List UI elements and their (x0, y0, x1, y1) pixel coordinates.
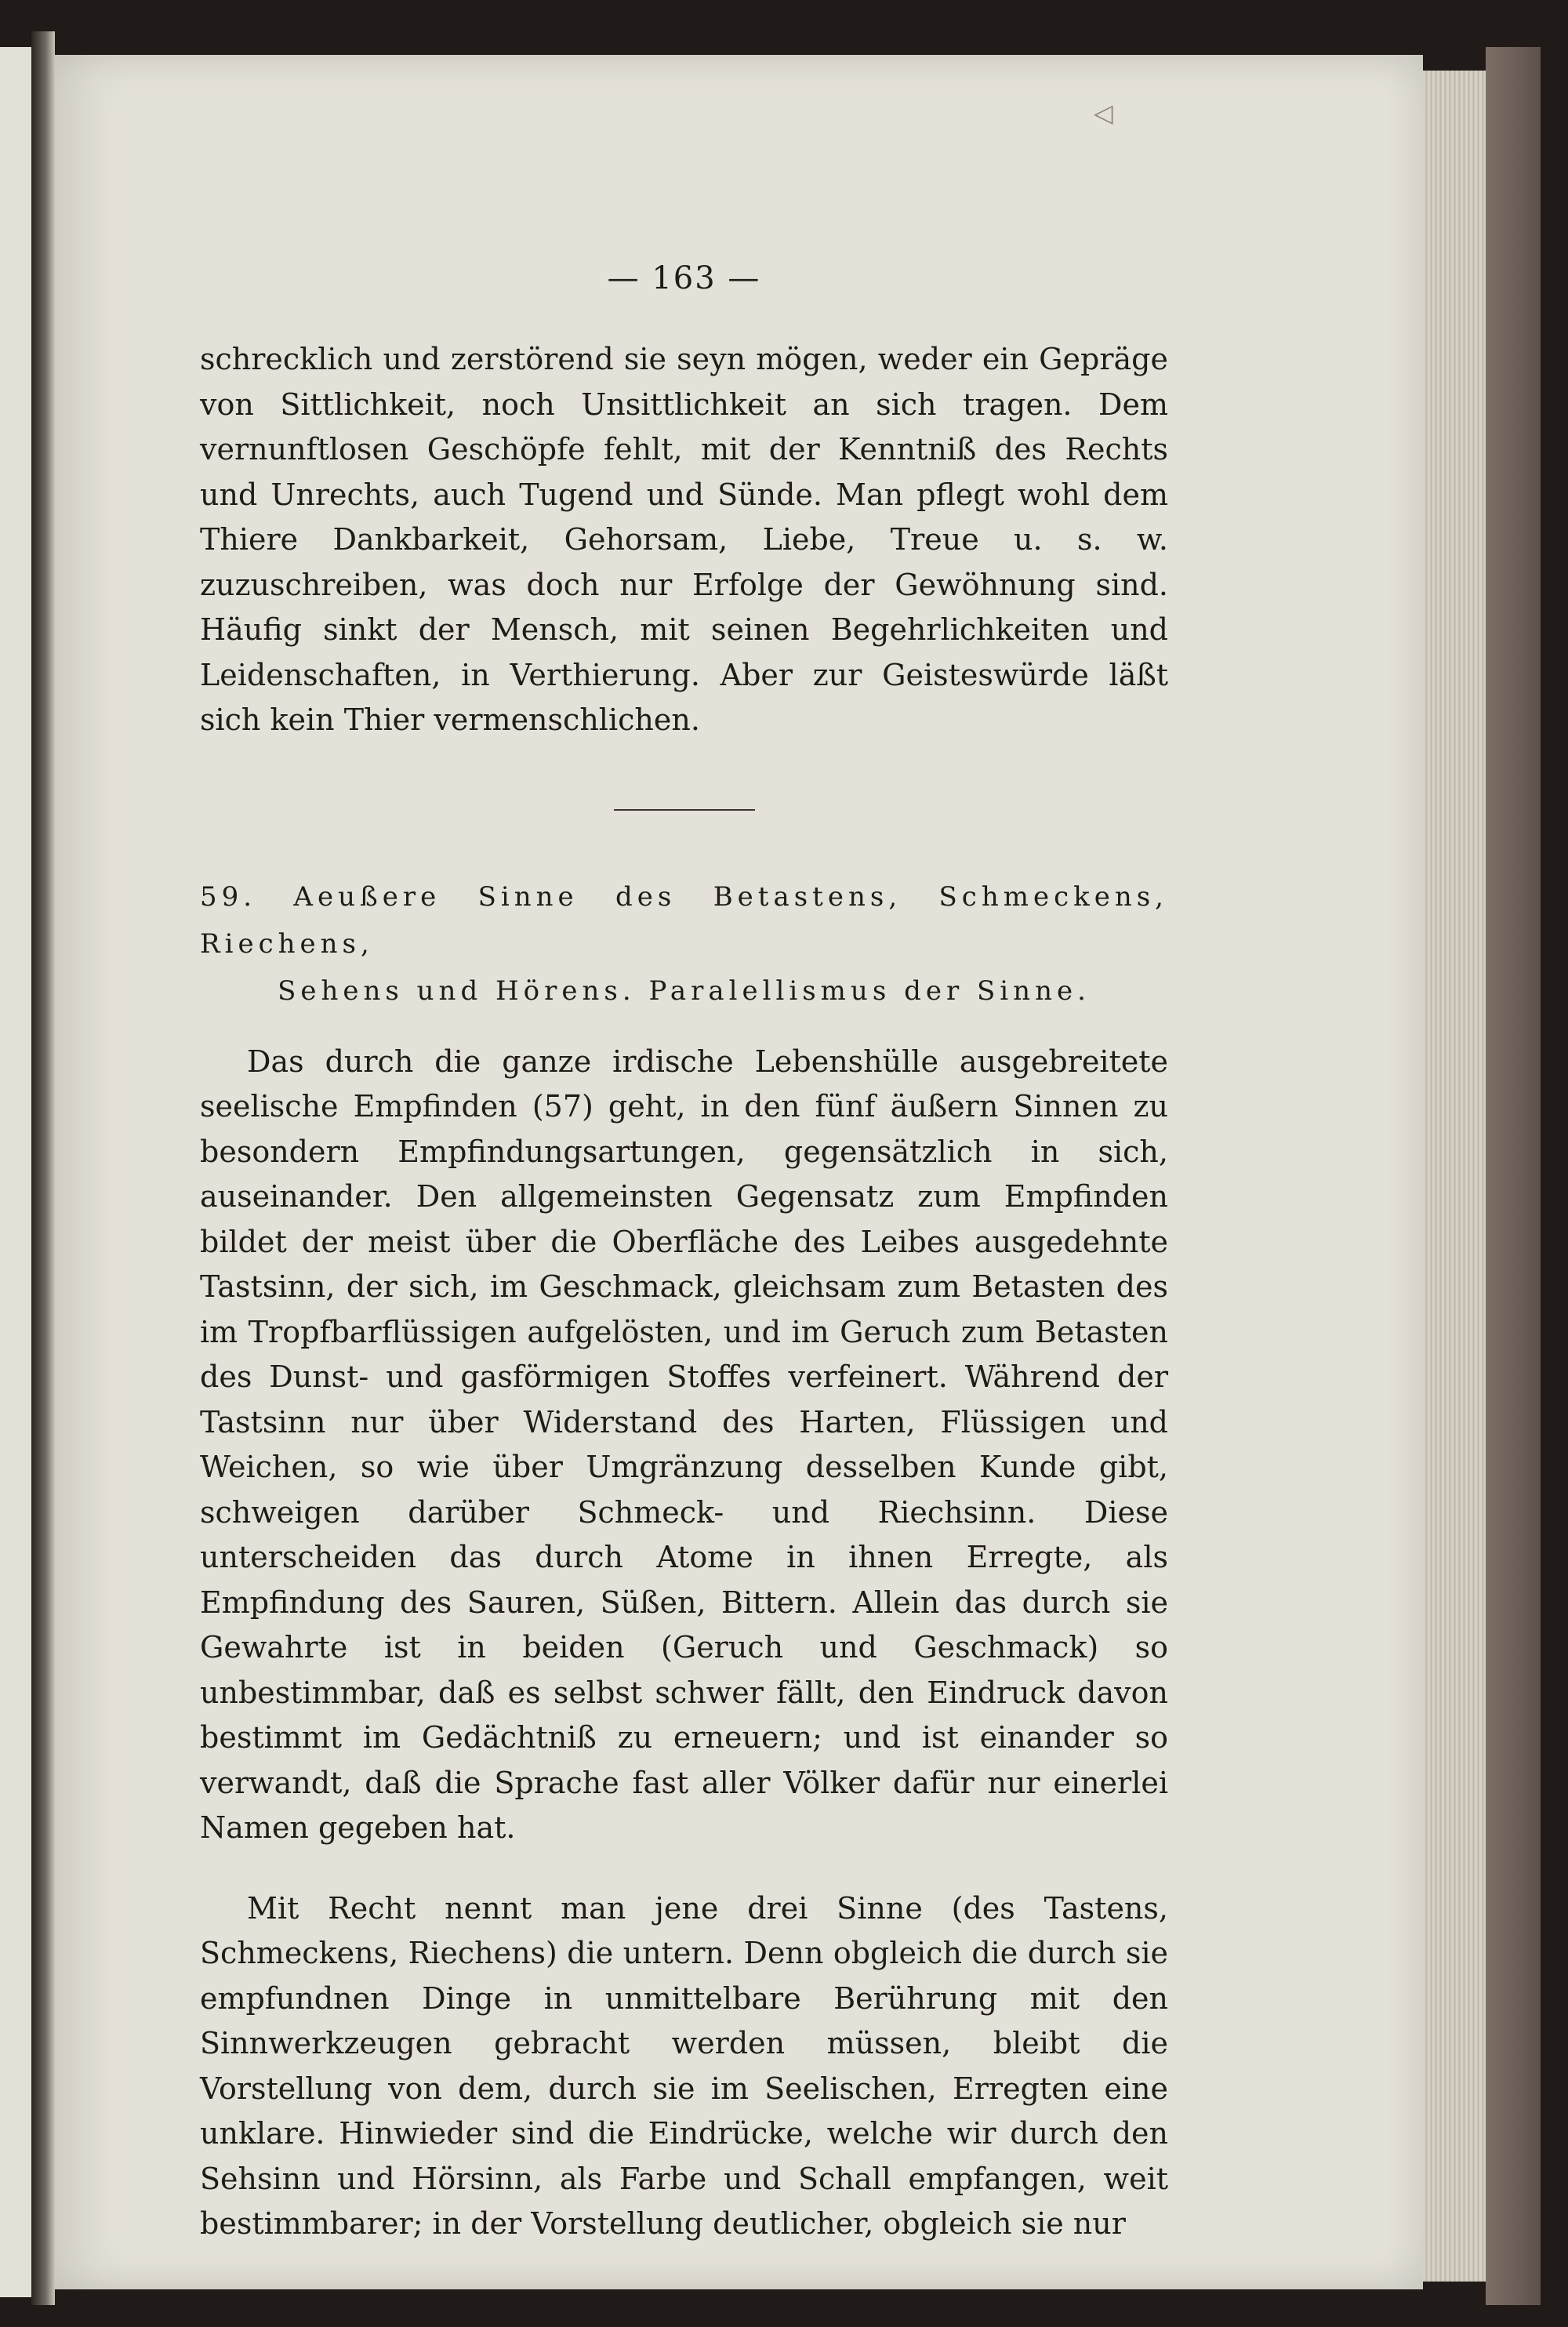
section-divider (614, 809, 755, 811)
page-block-edges (1423, 71, 1486, 2282)
book-gutter (31, 31, 55, 2305)
section-heading-line-1: 59. Aeußere Sinne des Betastens, Schmeckens, Riechens, (200, 880, 1168, 960)
page-text-block (200, 259, 1168, 2247)
page-number: — 163 — (607, 260, 761, 296)
paragraph-continuation: schrecklich und zerstörend sie seyn mögen, weder ein Gepräge von Sittlichkeit, noch Unsittlichkeit an sich tragen. Dem vernunftlosen Geschöpfe fehlt, mit der Kenntniß des Rechts und Unrechts, auch Tugend und Sünde. Man pflegt wohl dem Thiere Dankbarkeit, Gehorsam, Liebe, Treue u. s. w. zuzuschreiben, was doch nur Erfolge der Gewöhnung sind. Häufig sinkt der Mensch, mit seinen Begehrlichkeiten und Leidenschaften, in Verthierung. Aber zur Geisteswürde läßt sich kein Thier vermenschlichen. (200, 342, 1168, 737)
paragraph-lower-senses: Mit Recht nennt man jene drei Sinne (des Tastens, Schmeckens, Riechens) die untern. Denn obgleich die durch sie empfundnen Dinge in unmittelbare Berührung mit den Sinnwerkzeugen gebracht werden müssen, bleibt die Vorstellung von dem, durch sie im Seelischen, Erregten eine unklare. Hinwieder sind die Eindrücke, welche wir durch den Sehsinn und Hörsinn, als Farbe und Schall empfangen, weit bestimmbarer; in der Vorstellung deutlicher, obgleich sie nur (200, 1890, 1168, 2241)
paragraph-spacer (200, 1851, 1168, 1886)
pencil-mark: ◁ (1094, 98, 1113, 128)
facing-page-edge (0, 47, 31, 2297)
section-heading (200, 873, 1168, 1015)
book-cover-edge (1486, 47, 1541, 2305)
paragraph-senses-overview: Das durch die ganze irdische Lebenshülle ausgebreitete seelische Empfinden (57) geht, in den fünf äußern Sinnen zu besondern Empfindungsartungen, gegensätzlich in sich, auseinander. Den allgemeinsten Gegensatz zum Empfinden bildet der meist über die Oberfläche des Leibes ausgedehnte Tastsinn, der sich, im Geschmack, gleichsam zum Betasten des im Tropfbarflüssigen aufgelösten, und im Geruch zum Betasten des Dunst- und gasförmigen Stoffes verfeinert. Während der Tastsinn nur über Widerstand des Harten, Flüssigen und Weichen, so wie über Umgränzung desselben Kunde gibt, schweigen darüber Schmeck- und Riechsinn. Diese unterscheiden das durch Atome in ihnen Erregte, als Empfindung des Sauren, Süßen, Bittern. Allein das durch sie Gewahrte ist in beiden (Geruch und Geschmack) so unbestimmbar, daß es selbst schwer fällt, den Eindruck davon bestimmt im Gedächtniß zu erneuern; und ist einander so verwandt, daß die Sprache fast aller Völker dafür nur einerlei Namen gegeben hat. (200, 1044, 1168, 1845)
section-heading-line-2: Sehens und Hörens. Paralellismus der Sinne. (278, 975, 1091, 1007)
